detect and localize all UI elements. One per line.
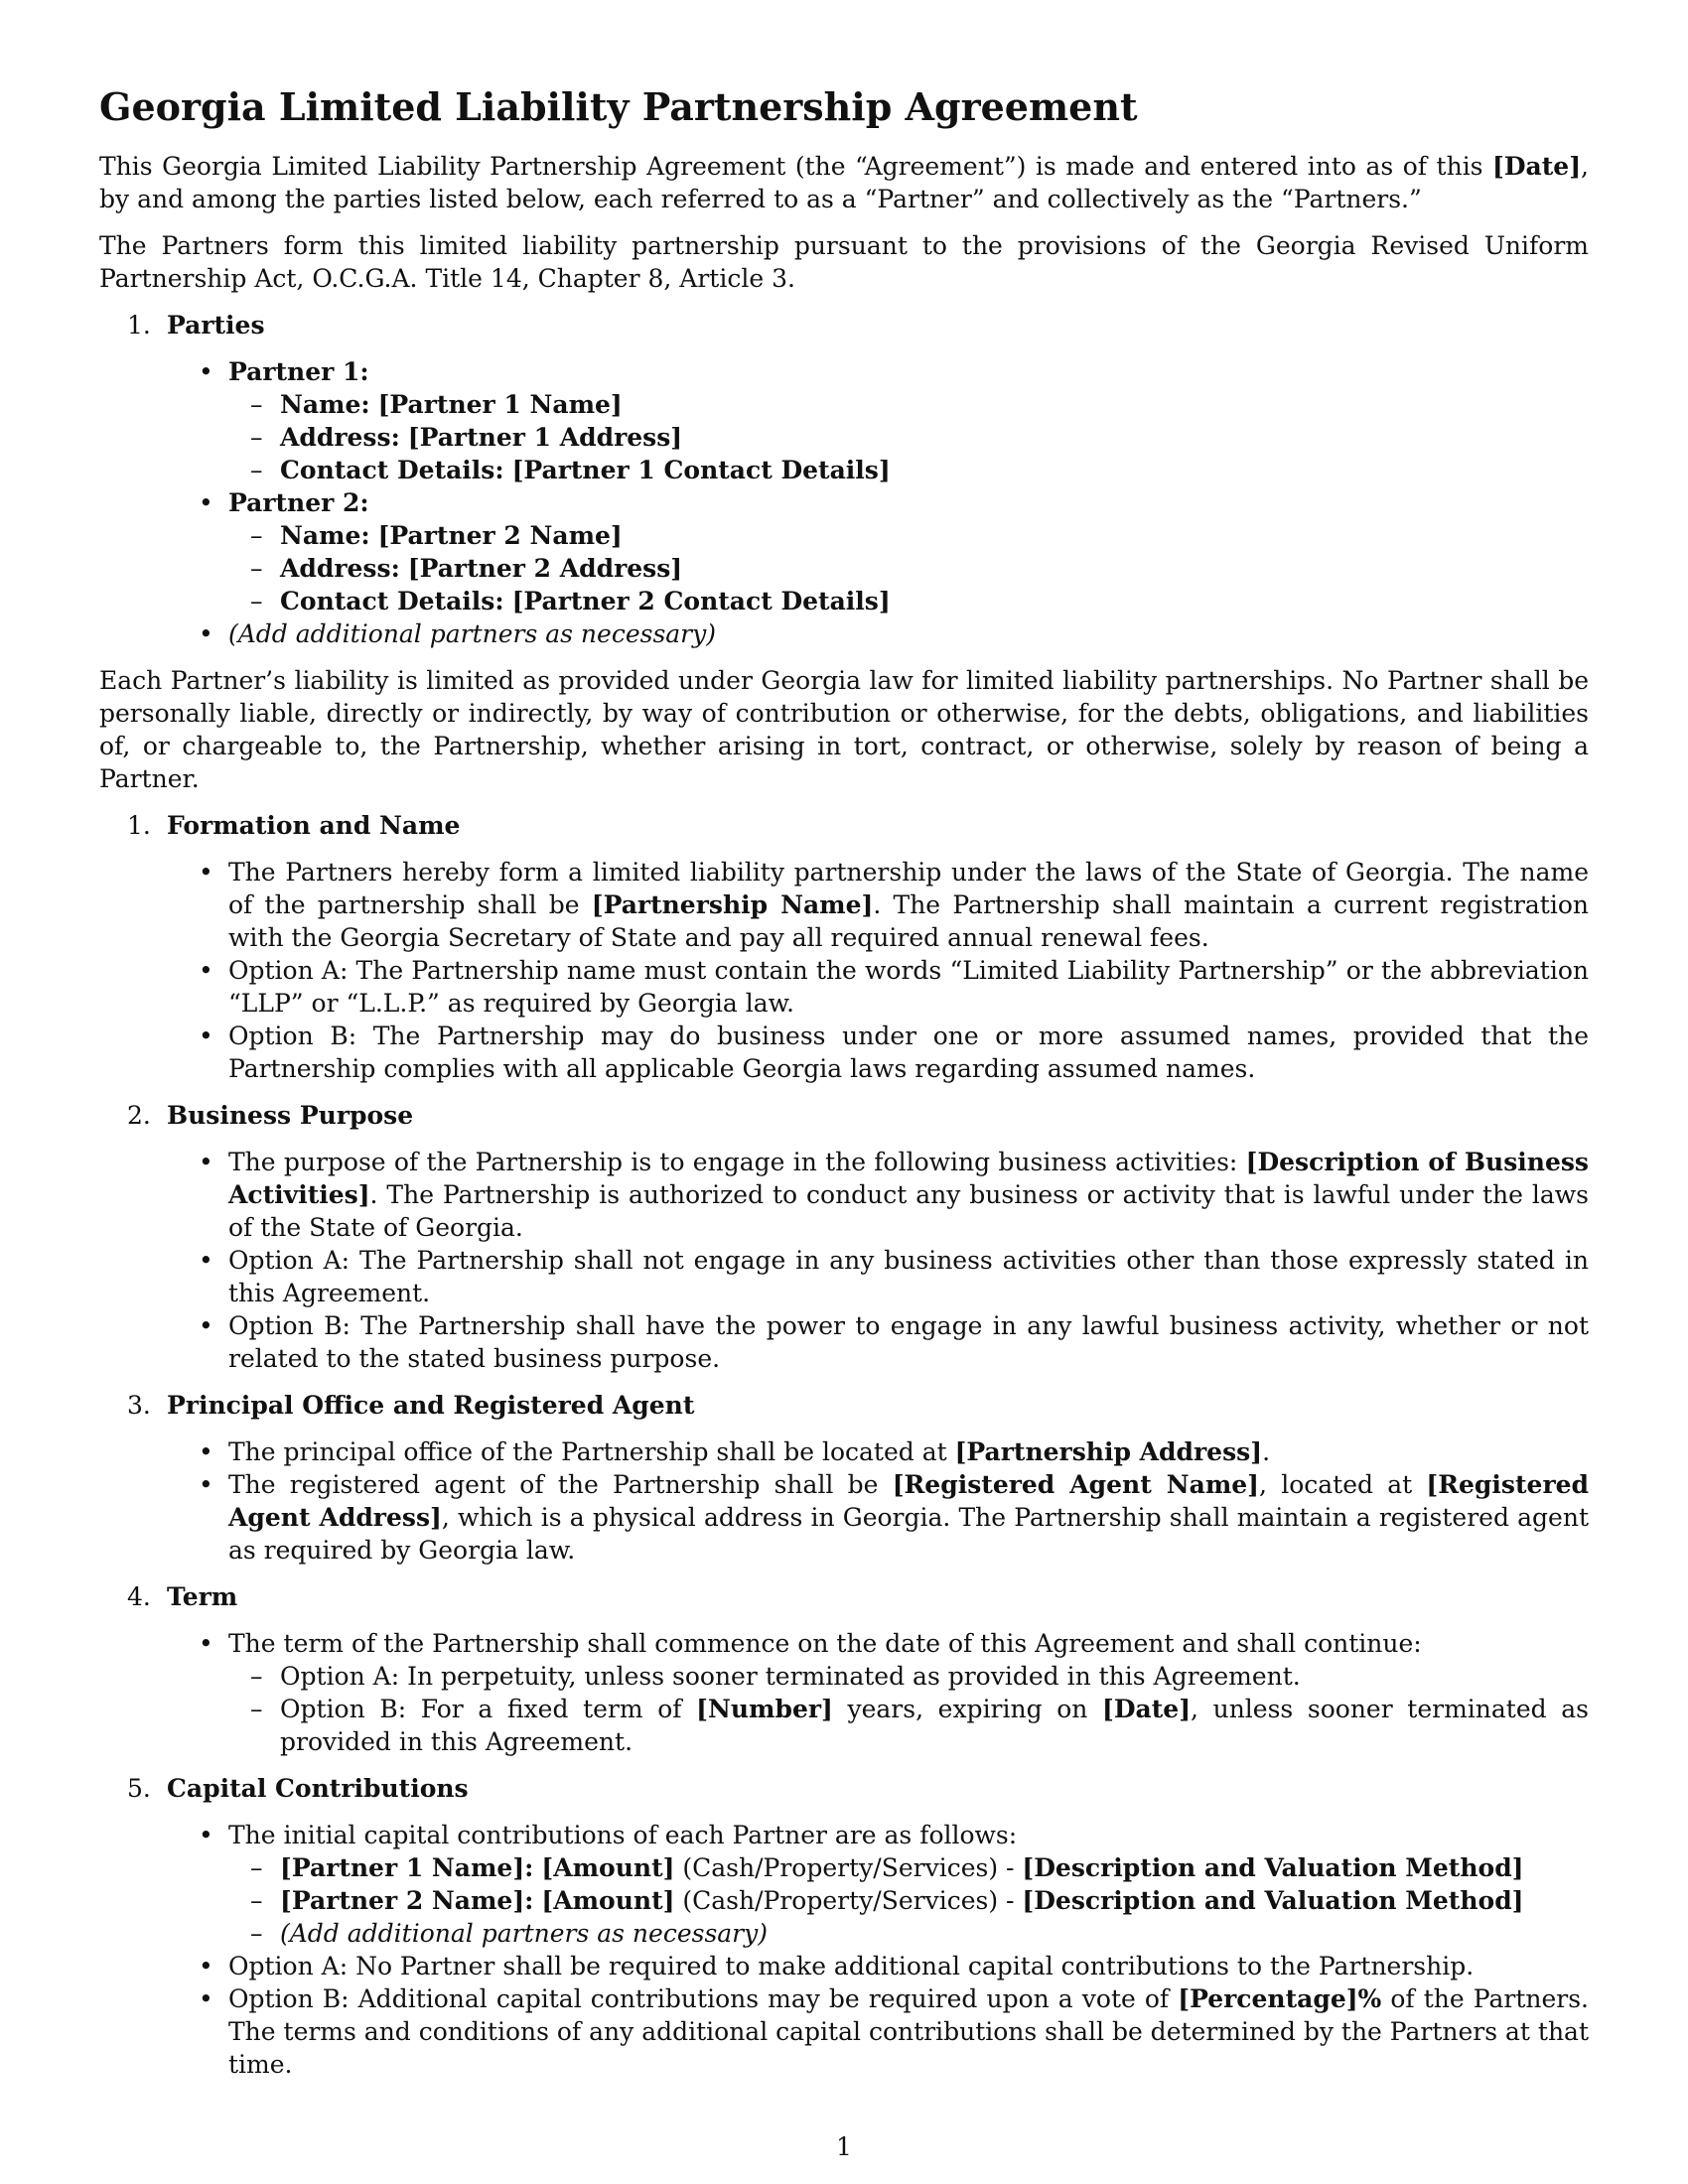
formation-list [99,856,1589,1085]
section-heading [99,1580,1589,1613]
partner-name-placeholder: [Partner 1 Name]: [280,1853,534,1882]
section-title: Business Purpose [167,1101,414,1130]
section-title: Principal Office and Registered Agent [167,1391,695,1420]
text: years, expiring on [832,1695,1103,1723]
bullet-icon: • [199,858,213,887]
valuation-placeholder: [Description and Valuation Method] [1022,1886,1524,1915]
list-item [228,421,1589,454]
section-heading [99,309,1589,341]
document-title: Georgia Limited Liability Partnership Agreement [99,84,1138,129]
field-value: [Partner 1 Contact Details] [511,456,891,484]
partner-1-label: Partner 1: [228,357,369,386]
partner-1-details [228,388,1589,486]
bullet-icon: • [199,488,213,517]
section-title: Parties [167,311,265,340]
dash-icon: – [250,456,263,484]
field-value: [Partner 2 Name] [377,521,623,550]
number-placeholder: [Number] [696,1695,833,1723]
partner-2-details [228,519,1589,617]
valuation-placeholder: [Description and Valuation Method] [1022,1853,1524,1882]
bullet-icon: • [199,357,213,386]
additional-partners-note: (Add additional partners as necessary) [228,619,717,648]
text: Option B: The Partnership may do business under one or more assumed names, provided that the Partnership complies with all applicable Georgia laws regarding assumed names. [228,1022,1589,1083]
section-parties [99,309,1589,650]
term-list [99,1627,1589,1758]
list-item [99,954,1589,1020]
section-purpose [99,1099,1589,1375]
list-item [228,1884,1589,1917]
bullet-icon: • [199,1311,213,1340]
text: Option A: The Partnership name must contain the words “Limited Liability Partnership” or the abbreviation “LLP” or “L.L.P.” as required by Georgia law. [228,956,1589,1018]
list-item [228,1660,1589,1693]
additional-partners-item [99,617,1589,650]
bullet-icon: • [199,1984,213,2013]
partner-2-label: Partner 2: [228,488,369,517]
text: . The Partnership is authorized to conduct any business or activity that is lawful under the laws of the State of Georgia. [228,1180,1589,1242]
bullet-icon: • [199,1470,213,1499]
section-term [99,1580,1589,1758]
text: Option B: The Partnership shall have the power to engage in any lawful business activity, whether or not related to the stated business purpose. [228,1311,1589,1373]
partner-2-item [99,486,1589,617]
list-item [99,1819,1589,1950]
list-item [99,1950,1589,1982]
text: The Partners hereby form a limited liability partnership under the laws of the State of Georgia. The name of the partnership shall be [228,858,1589,919]
amount-placeholder: [Amount] [541,1853,675,1882]
list-item [228,388,1589,421]
list-item [228,552,1589,585]
text: The principal office of the Partnership shall be located at [228,1437,955,1466]
bullet-icon: • [199,1022,213,1050]
text: Option B: Additional capital contributions may be required upon a vote of [228,1984,1179,2013]
dash-icon: – [250,1662,263,1691]
section-formation [99,809,1589,1085]
office-list [99,1435,1589,1567]
list-item [99,1020,1589,1085]
text: of the Partners. The terms and conditions of any additional capital contributions shall be determined by the Partners at that time. [228,1984,1590,2079]
additional-partners-note: (Add additional partners as necessary) [280,1919,769,1948]
section-number: 5. [127,1774,151,1803]
list-item [228,1693,1589,1758]
dash-icon: – [250,554,263,583]
parties-list [99,355,1589,650]
section-heading [99,809,1589,842]
liability-paragraph: Each Partner’s liability is limited as provided under Georgia law for limited liability partnerships. No Partner shall be personally liable, directly or indirectly, by way of contribution or otherwise, for the debts, obligations, and liabilities of, or chargeable to, the Partnership, whether arising in tort, contract, or otherwise, solely by reason of being a Partner. [99,666,1589,793]
field-label: Contact Details: [280,456,504,484]
dash-icon: – [250,521,263,550]
dash-icon: – [250,423,263,452]
text: (Cash/Property/Services) - [674,1886,1023,1915]
text: , located at [1259,1470,1427,1499]
text: , unless sooner terminated as provided in this Agreement. [280,1695,1589,1756]
dash-icon: – [250,587,263,615]
text: The registered agent of the Partnership shall be [228,1470,893,1499]
text: . [1262,1437,1271,1466]
list-item [228,454,1589,486]
section-heading [99,1389,1589,1422]
bullet-icon: • [199,1821,213,1849]
dash-icon: – [250,1886,263,1915]
dash-icon: – [250,1919,263,1948]
section-number: 1. [127,811,151,840]
document-page [99,84,1589,2095]
bullet-icon: • [199,1246,213,1275]
section-number: 3. [127,1391,151,1420]
section-heading [99,1772,1589,1805]
bullet-icon: • [199,619,213,648]
text: . The Partnership shall maintain a current registration with the Georgia Secretary of State and pay all required annual renewal fees. [228,890,1590,952]
bullet-icon: • [199,956,213,985]
partnership-name-placeholder: [Partnership Name] [591,890,874,919]
agent-address-placeholder: [Registered Agent Address] [228,1470,1589,1532]
partner-1-item [99,355,1589,486]
list-item [228,1851,1589,1884]
text: The purpose of the Partnership is to engage in the following business activities: [228,1148,1246,1176]
text: (Cash/Property/Services) - [674,1853,1023,1882]
list-item [99,1244,1589,1309]
section-title: Formation and Name [167,811,461,840]
section-capital [99,1772,1589,2081]
text: Option A: In perpetuity, unless sooner terminated as provided in this Agreement. [280,1662,1301,1691]
purpose-list [99,1146,1589,1375]
section-title: Capital Contributions [167,1774,469,1803]
bullet-icon: • [199,1148,213,1176]
section-number: 2. [127,1101,151,1130]
bullet-icon: • [199,1437,213,1466]
text: Option B: For a fixed term of [280,1695,697,1723]
list-item [228,1917,1589,1950]
page-number: 1 [836,2132,852,2161]
list-item [99,1309,1589,1375]
section-title: Term [167,1582,238,1611]
capital-list [99,1819,1589,2081]
field-value: [Partner 1 Address] [407,423,683,452]
intro-paragraph [99,150,1589,215]
partner-name-placeholder: [Partner 2 Name]: [280,1886,534,1915]
partnership-address-placeholder: [Partnership Address] [954,1437,1263,1466]
list-item [99,1435,1589,1468]
field-value: [Partner 2 Contact Details] [511,587,891,615]
field-label: Name: [280,390,370,419]
date-placeholder: [Date] [1492,152,1582,181]
percentage-placeholder: [Percentage]% [1178,1984,1382,2013]
list-item [228,519,1589,552]
intro-text-a: This Georgia Limited Liability Partnership Agreement (the “Agreement”) is made and entered into as of this [99,152,1493,181]
text: , which is a physical address in Georgia. The Partnership shall maintain a registered agent as required by Georgia law. [228,1503,1590,1565]
field-label: Contact Details: [280,587,504,615]
text: Option A: The Partnership shall not engage in any business activities other than those expressly stated in this Agreement. [228,1246,1589,1307]
field-label: Address: [280,423,400,452]
section-office [99,1389,1589,1567]
dash-icon: – [250,390,263,419]
business-description-placeholder: [Description of Business Activities] [228,1148,1589,1209]
dash-icon: – [250,1853,263,1882]
section-number: 1. [127,311,151,340]
text: The term of the Partnership shall commence on the date of this Agreement and shall continue: [228,1629,1422,1658]
list-item [99,1146,1589,1244]
field-value: [Partner 2 Address] [407,554,683,583]
list-item [99,1468,1589,1567]
contribution-rows [228,1851,1589,1950]
field-label: Address: [280,554,400,583]
field-value: [Partner 1 Name] [377,390,623,419]
list-item [99,856,1589,954]
list-item [99,1982,1589,2081]
list-item [99,1627,1589,1758]
section-heading [99,1099,1589,1132]
statute-paragraph: The Partners form this limited liability partnership pursuant to the provisions of the Georgia Revised Uniform Partnership Act, O.C.G.A. Title 14, Chapter 8, Article 3. [99,231,1589,293]
agent-name-placeholder: [Registered Agent Name] [892,1470,1260,1499]
bullet-icon: • [199,1629,213,1658]
field-label: Name: [280,521,370,550]
bullet-icon: • [199,1952,213,1980]
list-item [228,585,1589,617]
date-placeholder: [Date] [1102,1695,1192,1723]
section-number: 4. [127,1582,151,1611]
term-options [228,1660,1589,1758]
text: The initial capital contributions of each Partner are as follows: [228,1821,1018,1849]
text: Option A: No Partner shall be required to make additional capital contributions to the Partnership. [228,1952,1475,1980]
intro-text-b: , by and among the parties listed below, each referred to as a “Partner” and collectively as the “Partners.” [99,152,1589,213]
amount-placeholder: [Amount] [541,1886,675,1915]
dash-icon: – [250,1695,263,1723]
